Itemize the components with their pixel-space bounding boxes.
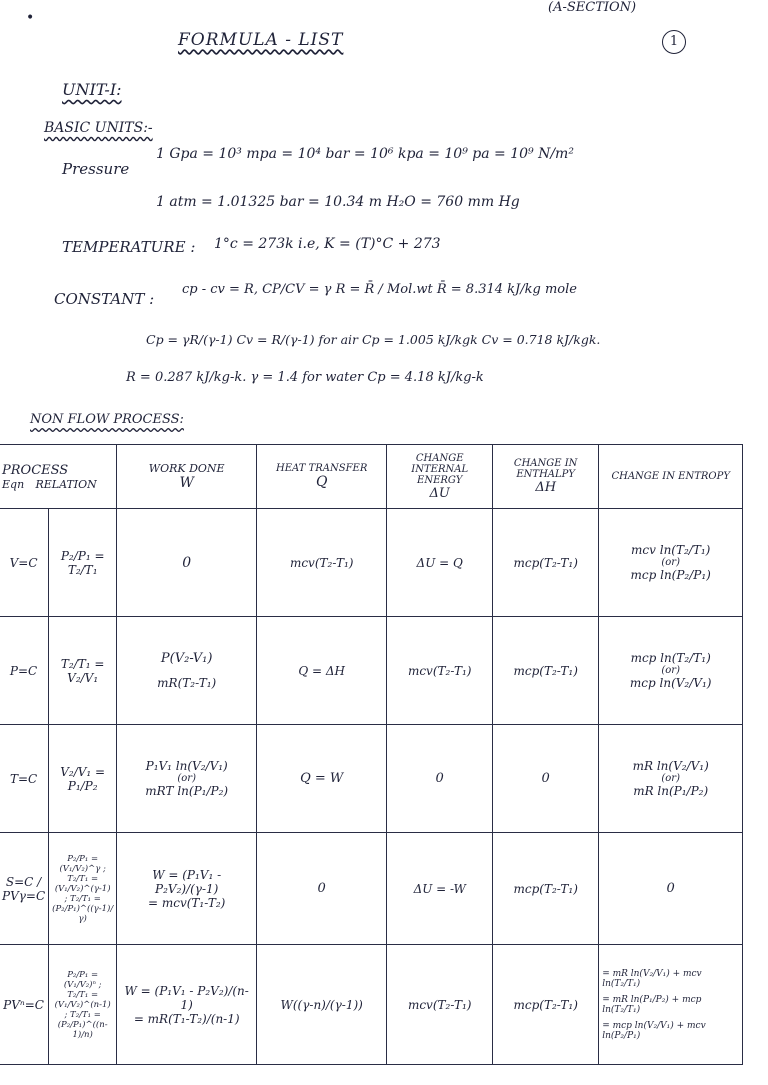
row-enthalpy: mcp(T₂-T₁) <box>493 945 599 1065</box>
constant-line-2: Cp = γR/(γ-1) Cv = R/(γ-1) for air Cp = 1.005 kJ/kgk Cv = 0.718 kJ/kgk. <box>146 332 601 347</box>
header-enthalpy-cell <box>493 445 599 509</box>
constant-line-3: R = 0.287 kJ/kg-k. γ = 1.4 for water Cp = 4.18 kJ/kg-k <box>126 370 484 385</box>
row-internal: mcv(T₂-T₁) <box>387 945 493 1065</box>
header-entropy: CHANGE IN ENTROPY <box>611 471 730 482</box>
header-entropy-cell <box>599 445 743 509</box>
row-internal: ΔU = Q <box>387 509 493 617</box>
row-work-cell <box>117 617 257 725</box>
row-work: 0 <box>117 509 257 617</box>
section-tag: (A-SECTION) <box>548 0 637 15</box>
page-dot: • <box>26 10 35 26</box>
page-title: FORMULA - LIST <box>178 30 344 50</box>
row-relation: P₂/P₁ = (V₁/V₂)^γ ; T₂/T₁ = (V₁/V₂)^(γ-1) ; T₂/T₁ = (P₂/P₁)^((γ-1)/γ) <box>49 833 117 945</box>
row-internal: ΔU = -W <box>387 833 493 945</box>
constant-line-1: cp - cv = R, CP/CV = γ R = R̄ / Mol.wt R̄ = 8.314 kJ/kg mole <box>182 282 577 297</box>
row-work-cell <box>117 725 257 833</box>
header-heat-cell <box>257 445 387 509</box>
unit-heading: UNIT-I: <box>62 80 122 99</box>
header-internal: CHANGE INTERNAL ENERGY <box>411 452 469 486</box>
row-eqn: P=C <box>0 617 49 725</box>
row-entropy-line: mcp ln(T₂/T₁) <box>630 651 711 665</box>
row-eqn: T=C <box>0 725 49 833</box>
header-work: WORK DONE <box>148 462 225 475</box>
row-enthalpy: mcp(T₂-T₁) <box>493 833 599 945</box>
row-entropy-line: mcv ln(T₂/T₁) <box>631 543 711 557</box>
row-relation: P₂/P₁ = T₂/T₁ <box>49 509 117 617</box>
row-entropy-line: (or) <box>661 773 680 784</box>
row-entropy-line: (or) <box>661 557 680 568</box>
row-entropy-line: (or) <box>661 665 680 676</box>
row-enthalpy: mcp(T₂-T₁) <box>493 509 599 617</box>
header-work-cell <box>117 445 257 509</box>
table-row <box>0 725 743 833</box>
table-row <box>0 617 743 725</box>
row-work-line: W = (P₁V₁ - P₂V₂)/(n-1) <box>124 983 249 1012</box>
row-work-line: = mcv(T₁-T₂) <box>148 895 226 910</box>
header-heat-symbol: Q <box>315 474 328 490</box>
row-entropy-line: mcp ln(V₂/V₁) <box>629 676 712 690</box>
row-work-line: P₁V₁ ln(V₂/V₁) <box>145 759 228 773</box>
row-internal: 0 <box>387 725 493 833</box>
constant-label: CONSTANT : <box>54 290 155 308</box>
header-work-symbol: W <box>179 475 194 491</box>
page-number: 1 <box>662 30 686 54</box>
table-header-row <box>0 445 743 509</box>
pressure-line-1: 1 Gpa = 10³ mpa = 10⁴ bar = 10⁶ kpa = 10⁹ pa = 10⁹ N/m² <box>156 146 574 162</box>
basic-units-heading: BASIC UNITS:- <box>44 120 153 136</box>
temperature-label: TEMPERATURE : <box>62 238 196 256</box>
row-eqn: V=C <box>0 509 49 617</box>
header-heat: HEAT TRANSFER <box>276 463 368 474</box>
row-entropy-line: mR ln(P₁/P₂) <box>633 784 709 798</box>
row-eqn: PVⁿ=C <box>0 945 49 1065</box>
row-entropy-line: 0 <box>666 881 675 896</box>
header-internal-cell <box>387 445 493 509</box>
table-row <box>0 509 743 617</box>
row-eqn: S=C / PVγ=C <box>0 833 49 945</box>
header-enthalpy-symbol: ΔH <box>535 480 557 495</box>
row-enthalpy: mcp(T₂-T₁) <box>493 617 599 725</box>
header-process-group <box>0 445 117 509</box>
row-enthalpy: 0 <box>493 725 599 833</box>
non-flow-heading: NON FLOW PROCESS: <box>30 412 184 427</box>
row-work-cell <box>117 945 257 1065</box>
row-entropy-cell <box>599 617 743 725</box>
temperature-value: 1°c = 273k i.e, K = (T)°C + 273 <box>214 236 441 252</box>
row-work-line: (or) <box>177 773 196 784</box>
row-heat: W((γ-n)/(γ-1)) <box>257 945 387 1065</box>
row-entropy-line: mR ln(V₂/V₁) <box>632 759 709 773</box>
row-entropy-line: = mcp ln(V₂/V₁) + mcv ln(P₂/P₁) <box>602 1020 706 1041</box>
table-row <box>0 945 743 1065</box>
row-heat: 0 <box>257 833 387 945</box>
row-work-line: = mR(T₁-T₂)/(n-1) <box>133 1011 240 1026</box>
pressure-line-2: 1 atm = 1.01325 bar = 10.34 m H₂O = 760 mm Hg <box>156 194 520 210</box>
row-work-line: mR(T₂-T₁) <box>157 676 217 690</box>
row-entropy-cell <box>599 509 743 617</box>
table-row <box>0 833 743 945</box>
row-relation: T₂/T₁ = V₂/V₁ <box>49 617 117 725</box>
header-process: PROCESS <box>2 462 69 478</box>
header-relation: RELATION <box>35 477 97 491</box>
row-work-cell <box>117 833 257 945</box>
row-relation: V₂/V₁ = P₁/P₂ <box>49 725 117 833</box>
row-work-line: mRT ln(P₁/P₂) <box>145 784 229 798</box>
header-internal-symbol: ΔU <box>429 485 450 501</box>
row-heat: Q = W <box>257 725 387 833</box>
row-entropy-cell <box>599 833 743 945</box>
row-entropy-cell <box>599 725 743 833</box>
row-relation: P₂/P₁ = (V₁/V₂)ⁿ ; T₂/T₁ = (V₁/V₂)^(n-1) ; T₂/T₁ = (P₂/P₁)^((n-1)/n) <box>49 945 117 1065</box>
header-enthalpy: CHANGE IN ENTHALPY <box>513 458 578 480</box>
pressure-label: Pressure <box>62 160 130 178</box>
row-entropy-line: mcp ln(P₂/P₁) <box>630 568 711 582</box>
header-eqn: Eqn <box>2 477 25 491</box>
row-work-line: P(V₂-V₁) <box>160 651 213 666</box>
row-internal: mcv(T₂-T₁) <box>387 617 493 725</box>
row-entropy-line: = mR ln(P₁/P₂) + mcp ln(T₂/T₁) <box>602 994 702 1015</box>
row-entropy-line: = mR ln(V₂/V₁) + mcv ln(T₂/T₁) <box>602 968 702 989</box>
process-table <box>0 444 743 1065</box>
row-heat: Q = ΔH <box>257 617 387 725</box>
row-entropy-cell <box>599 945 743 1065</box>
row-heat: mcv(T₂-T₁) <box>257 509 387 617</box>
row-work-line: W = (P₁V₁ - P₂V₂)/(γ-1) <box>152 867 222 896</box>
